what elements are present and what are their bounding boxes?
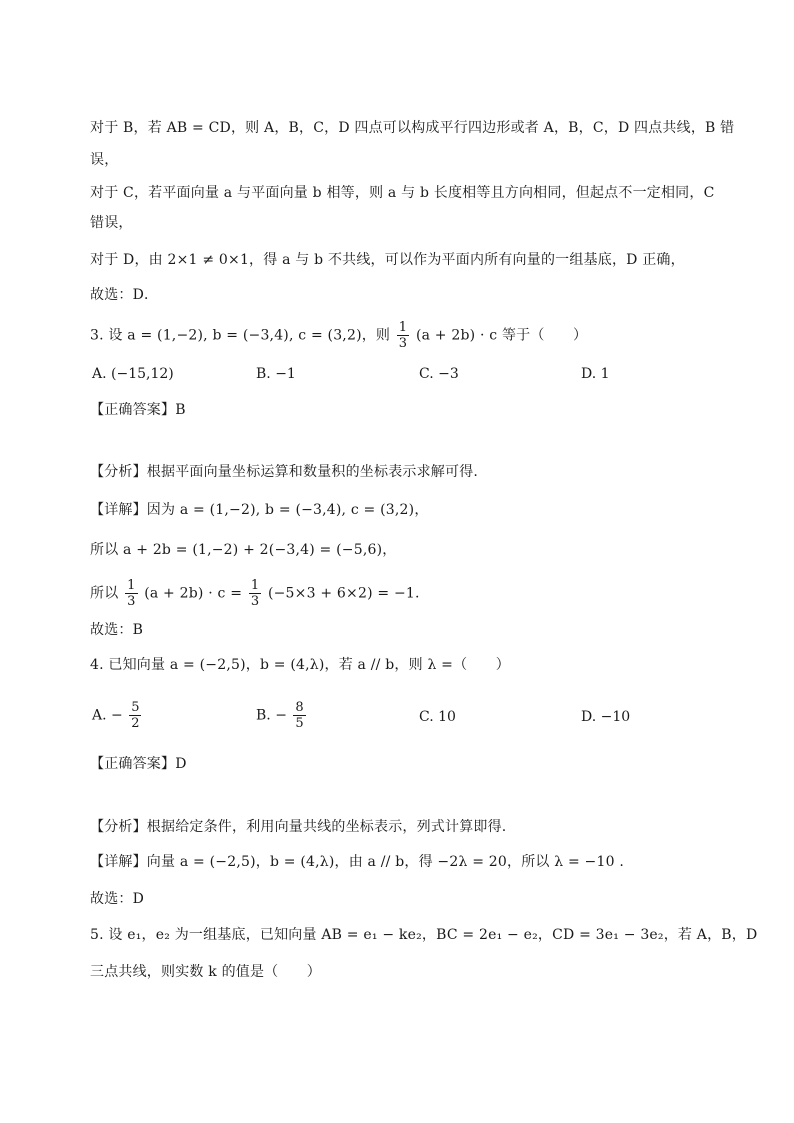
option-label: A. <box>92 707 107 724</box>
option-label: C. <box>419 366 434 382</box>
option-sign: − <box>111 707 123 724</box>
option-label: D. <box>581 709 597 725</box>
fraction-numerator: 1 <box>398 320 408 335</box>
text-line: 误， <box>90 152 119 168</box>
option-label: A. <box>92 366 107 382</box>
text-line: 所以 a + 2b = (1,−2) + 2(−3,4) = (−5,6)， <box>90 542 397 558</box>
text-segment: (a + 2b) · c = <box>144 585 243 602</box>
option-label: C. <box>419 709 434 725</box>
option-value: −3 <box>438 366 459 382</box>
question-3-stem-end: (a + 2b) · c 等于（ ） <box>415 327 588 344</box>
fraction-denominator: 3 <box>398 336 408 351</box>
question-5: 5. 设 e₁，e₂ 为一组基底，已知向量 AB = e₁ − ke₂，BC = 2e₁ − e₂，CD = 3e₁ − 3e₂，若 A，B，D <box>90 927 758 943</box>
fraction-denominator: 5 <box>295 716 304 731</box>
answer-line: 【正确答案】B <box>90 402 186 418</box>
question-3-stem: 3. 设 a = (1,−2), b = (−3,4), c = (3,2)，则 <box>90 327 391 344</box>
fraction-one-third <box>125 578 137 609</box>
q4-option-d <box>581 707 630 727</box>
q3-option-a <box>92 364 174 384</box>
text-line: 故选：B <box>90 622 144 638</box>
fraction-one-third <box>249 578 261 609</box>
fraction-numerator: 5 <box>131 700 140 715</box>
q4-option-c <box>419 707 456 727</box>
text-segment: (−5×3 + 6×2) = −1. <box>267 585 420 602</box>
answer-line: 【正确答案】D <box>90 756 187 772</box>
text-segment: 所以 <box>90 585 119 602</box>
fraction-denominator: 3 <box>250 594 260 609</box>
option-label: B. <box>256 707 271 724</box>
fraction-numerator: 1 <box>250 578 260 593</box>
text-line: 故选：D <box>90 891 145 907</box>
question-3 <box>90 320 702 351</box>
fraction-one-third <box>397 320 409 351</box>
option-value: 1 <box>600 366 610 382</box>
q3-option-b <box>256 364 296 384</box>
text-line: 对于 B，若 AB = CD，则 A，B，C，D 四点可以构成平行四边形或者 A，B，C，D 四点共线，B 错 <box>90 120 735 136</box>
option-value: (−15,12) <box>111 366 174 382</box>
q4-option-b <box>256 700 308 731</box>
detail-line: 【详解】因为 a = (1,−2), b = (−3,4), c = (3,2)， <box>90 502 429 518</box>
option-sign: − <box>275 707 287 724</box>
q3-option-c <box>419 364 459 384</box>
q3-option-d <box>581 364 610 384</box>
analysis-line: 【分析】根据给定条件，利用向量共线的坐标表示，列式计算即得. <box>90 819 507 835</box>
fraction-denominator: 2 <box>131 716 140 731</box>
question-4: 4. 已知向量 a = (−2,5)，b = (4,λ)，若 a // b，则 λ =（ ） <box>90 657 510 673</box>
text-line: 故选：D． <box>90 287 159 303</box>
text-line: 对于 D，由 2×1 ≠ 0×1，得 a 与 b 不共线，可以作为平面内所有向量的一组基底，D 正确， <box>90 252 685 268</box>
fraction-five-halves <box>129 700 141 731</box>
fraction-numerator: 8 <box>295 700 304 715</box>
text-line: 错误， <box>90 215 133 231</box>
option-value: 10 <box>438 709 456 725</box>
calculation-line <box>90 578 702 609</box>
option-label: B. <box>256 366 271 382</box>
fraction-denominator: 3 <box>127 594 136 609</box>
detail-line: 【详解】向量 a = (−2,5)，b = (4,λ)，由 a // b，得 −2λ = 20，所以 λ = −10 . <box>90 854 624 870</box>
question-5-continued: 三点共线，则实数 k 的值是（ ） <box>90 964 321 980</box>
option-value: −10 <box>600 709 631 725</box>
q4-option-a <box>92 700 143 731</box>
text-line: 对于 C，若平面向量 a 与平面向量 b 相等，则 a 与 b 长度相等且方向相同，但起点不一定相同，C <box>90 185 715 201</box>
option-label: D. <box>581 366 597 382</box>
fraction-numerator: 1 <box>127 578 136 593</box>
option-value: −1 <box>275 366 296 382</box>
fraction-eight-fifths <box>293 700 305 731</box>
analysis-line: 【分析】根据平面向量坐标运算和数量积的坐标表示求解可得. <box>90 464 479 480</box>
